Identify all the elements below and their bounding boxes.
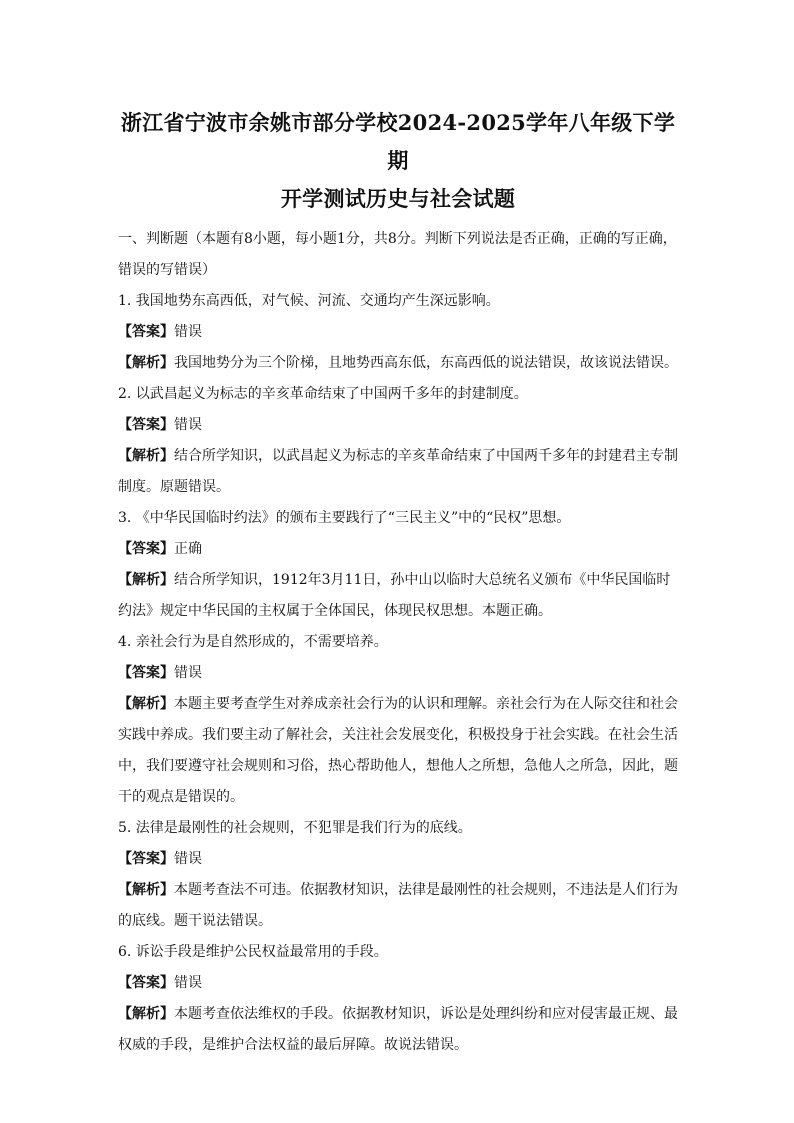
analysis-text: 结合所学知识，1912年3月11日，孙中山以临时大总统名义颁布《中华民国临时约法》规定中华民国的主权属于全体国民，体现民权思想。本题正确。 bbox=[118, 572, 671, 619]
answer-value: 错误 bbox=[174, 665, 202, 681]
question-text: 5. 法律是最刚性的社会规则，不犯罪是我们行为的底线。 bbox=[118, 820, 472, 836]
analysis-line bbox=[118, 875, 678, 937]
question-block-6 bbox=[118, 937, 678, 1061]
analysis-label: 【解析】 bbox=[118, 355, 174, 371]
analysis-label: 【解析】 bbox=[118, 696, 174, 712]
analysis-text: 结合所学知识，以武昌起义为标志的辛亥革命结束了中国两千多年的封建君主专制制度。原题错误。 bbox=[118, 448, 678, 495]
question-block-1 bbox=[118, 286, 678, 379]
answer-label: 【答案】 bbox=[118, 851, 174, 867]
answer-label: 【答案】 bbox=[118, 417, 174, 433]
analysis-line bbox=[118, 565, 678, 627]
analysis-text: 本题主要考查学生对养成亲社会行为的认识和理解。亲社会行为在人际交往和社会实践中养成。我们要主动了解社会，关注社会发展变化，积极投身于社会实践。在社会生活中，我们要遵守社会规则和习俗，热心帮助他人，想他人之所想，急他人之所急，因此，题干的观点是错误的。 bbox=[118, 696, 678, 805]
answer-label: 【答案】 bbox=[118, 975, 174, 991]
answer-value: 错误 bbox=[174, 851, 202, 867]
analysis-text: 本题考查法不可违。依据教材知识，法律是最刚性的社会规则，不违法是人们行为的底线。题干说法错误。 bbox=[118, 882, 678, 929]
answer-value: 错误 bbox=[174, 417, 202, 433]
analysis-line bbox=[118, 441, 678, 503]
analysis-text: 本题考查依法维权的手段。依据教材知识，诉讼是处理纠纷和应对侵害最正规、最权威的手段，是维护合法权益的最后屏障。故说法错误。 bbox=[118, 1006, 678, 1053]
question-text: 6. 诉讼手段是维护公民权益最常用的手段。 bbox=[118, 944, 388, 960]
answer-label: 【答案】 bbox=[118, 541, 174, 557]
answer-line bbox=[118, 410, 678, 441]
analysis-text: 我国地势分为三个阶梯，且地势西高东低，东高西低的说法错误，故该说法错误。 bbox=[174, 355, 678, 371]
question-block-2 bbox=[118, 379, 678, 503]
question-text: 2. 以武昌起义为标志的辛亥革命结束了中国两千多年的封建制度。 bbox=[118, 386, 528, 402]
analysis-label: 【解析】 bbox=[118, 1006, 174, 1022]
answer-value: 错误 bbox=[174, 975, 202, 991]
answer-line bbox=[118, 844, 678, 875]
question-block-3 bbox=[118, 503, 678, 627]
answer-label: 【答案】 bbox=[118, 665, 174, 681]
analysis-label: 【解析】 bbox=[118, 448, 174, 464]
answer-line bbox=[118, 968, 678, 999]
title-line-1: 浙江省宁波市余姚市部分学校2024-2025学年八年级下学期 bbox=[120, 110, 676, 173]
question-text: 1. 我国地势东高西低，对气候、河流、交通均产生深远影响。 bbox=[118, 293, 500, 309]
question-block-4 bbox=[118, 627, 678, 813]
analysis-label: 【解析】 bbox=[118, 882, 174, 898]
analysis-line bbox=[118, 999, 678, 1061]
answer-value: 正确 bbox=[174, 541, 202, 557]
answer-label: 【答案】 bbox=[118, 324, 174, 340]
answer-line bbox=[118, 534, 678, 565]
answer-line bbox=[118, 658, 678, 689]
section-intro: 一、判断题（本题有8小题，每小题1分，共8分。判断下列说法是否正确，正确的写正确，错误的写错误） bbox=[118, 231, 677, 278]
document-title bbox=[118, 104, 678, 218]
question-text: 4. 亲社会行为是自然形成的，不需要培养。 bbox=[118, 634, 388, 650]
analysis-line bbox=[118, 348, 678, 379]
question-text: 3. 《中华民国临时约法》的颁布主要践行了“三民主义”中的“民权”思想。 bbox=[118, 510, 571, 526]
analysis-label: 【解析】 bbox=[118, 572, 174, 588]
answer-line bbox=[118, 317, 678, 348]
analysis-line bbox=[118, 689, 678, 813]
answer-value: 错误 bbox=[174, 324, 202, 340]
question-block-5 bbox=[118, 813, 678, 937]
title-line-2: 开学测试历史与社会试题 bbox=[280, 186, 516, 211]
